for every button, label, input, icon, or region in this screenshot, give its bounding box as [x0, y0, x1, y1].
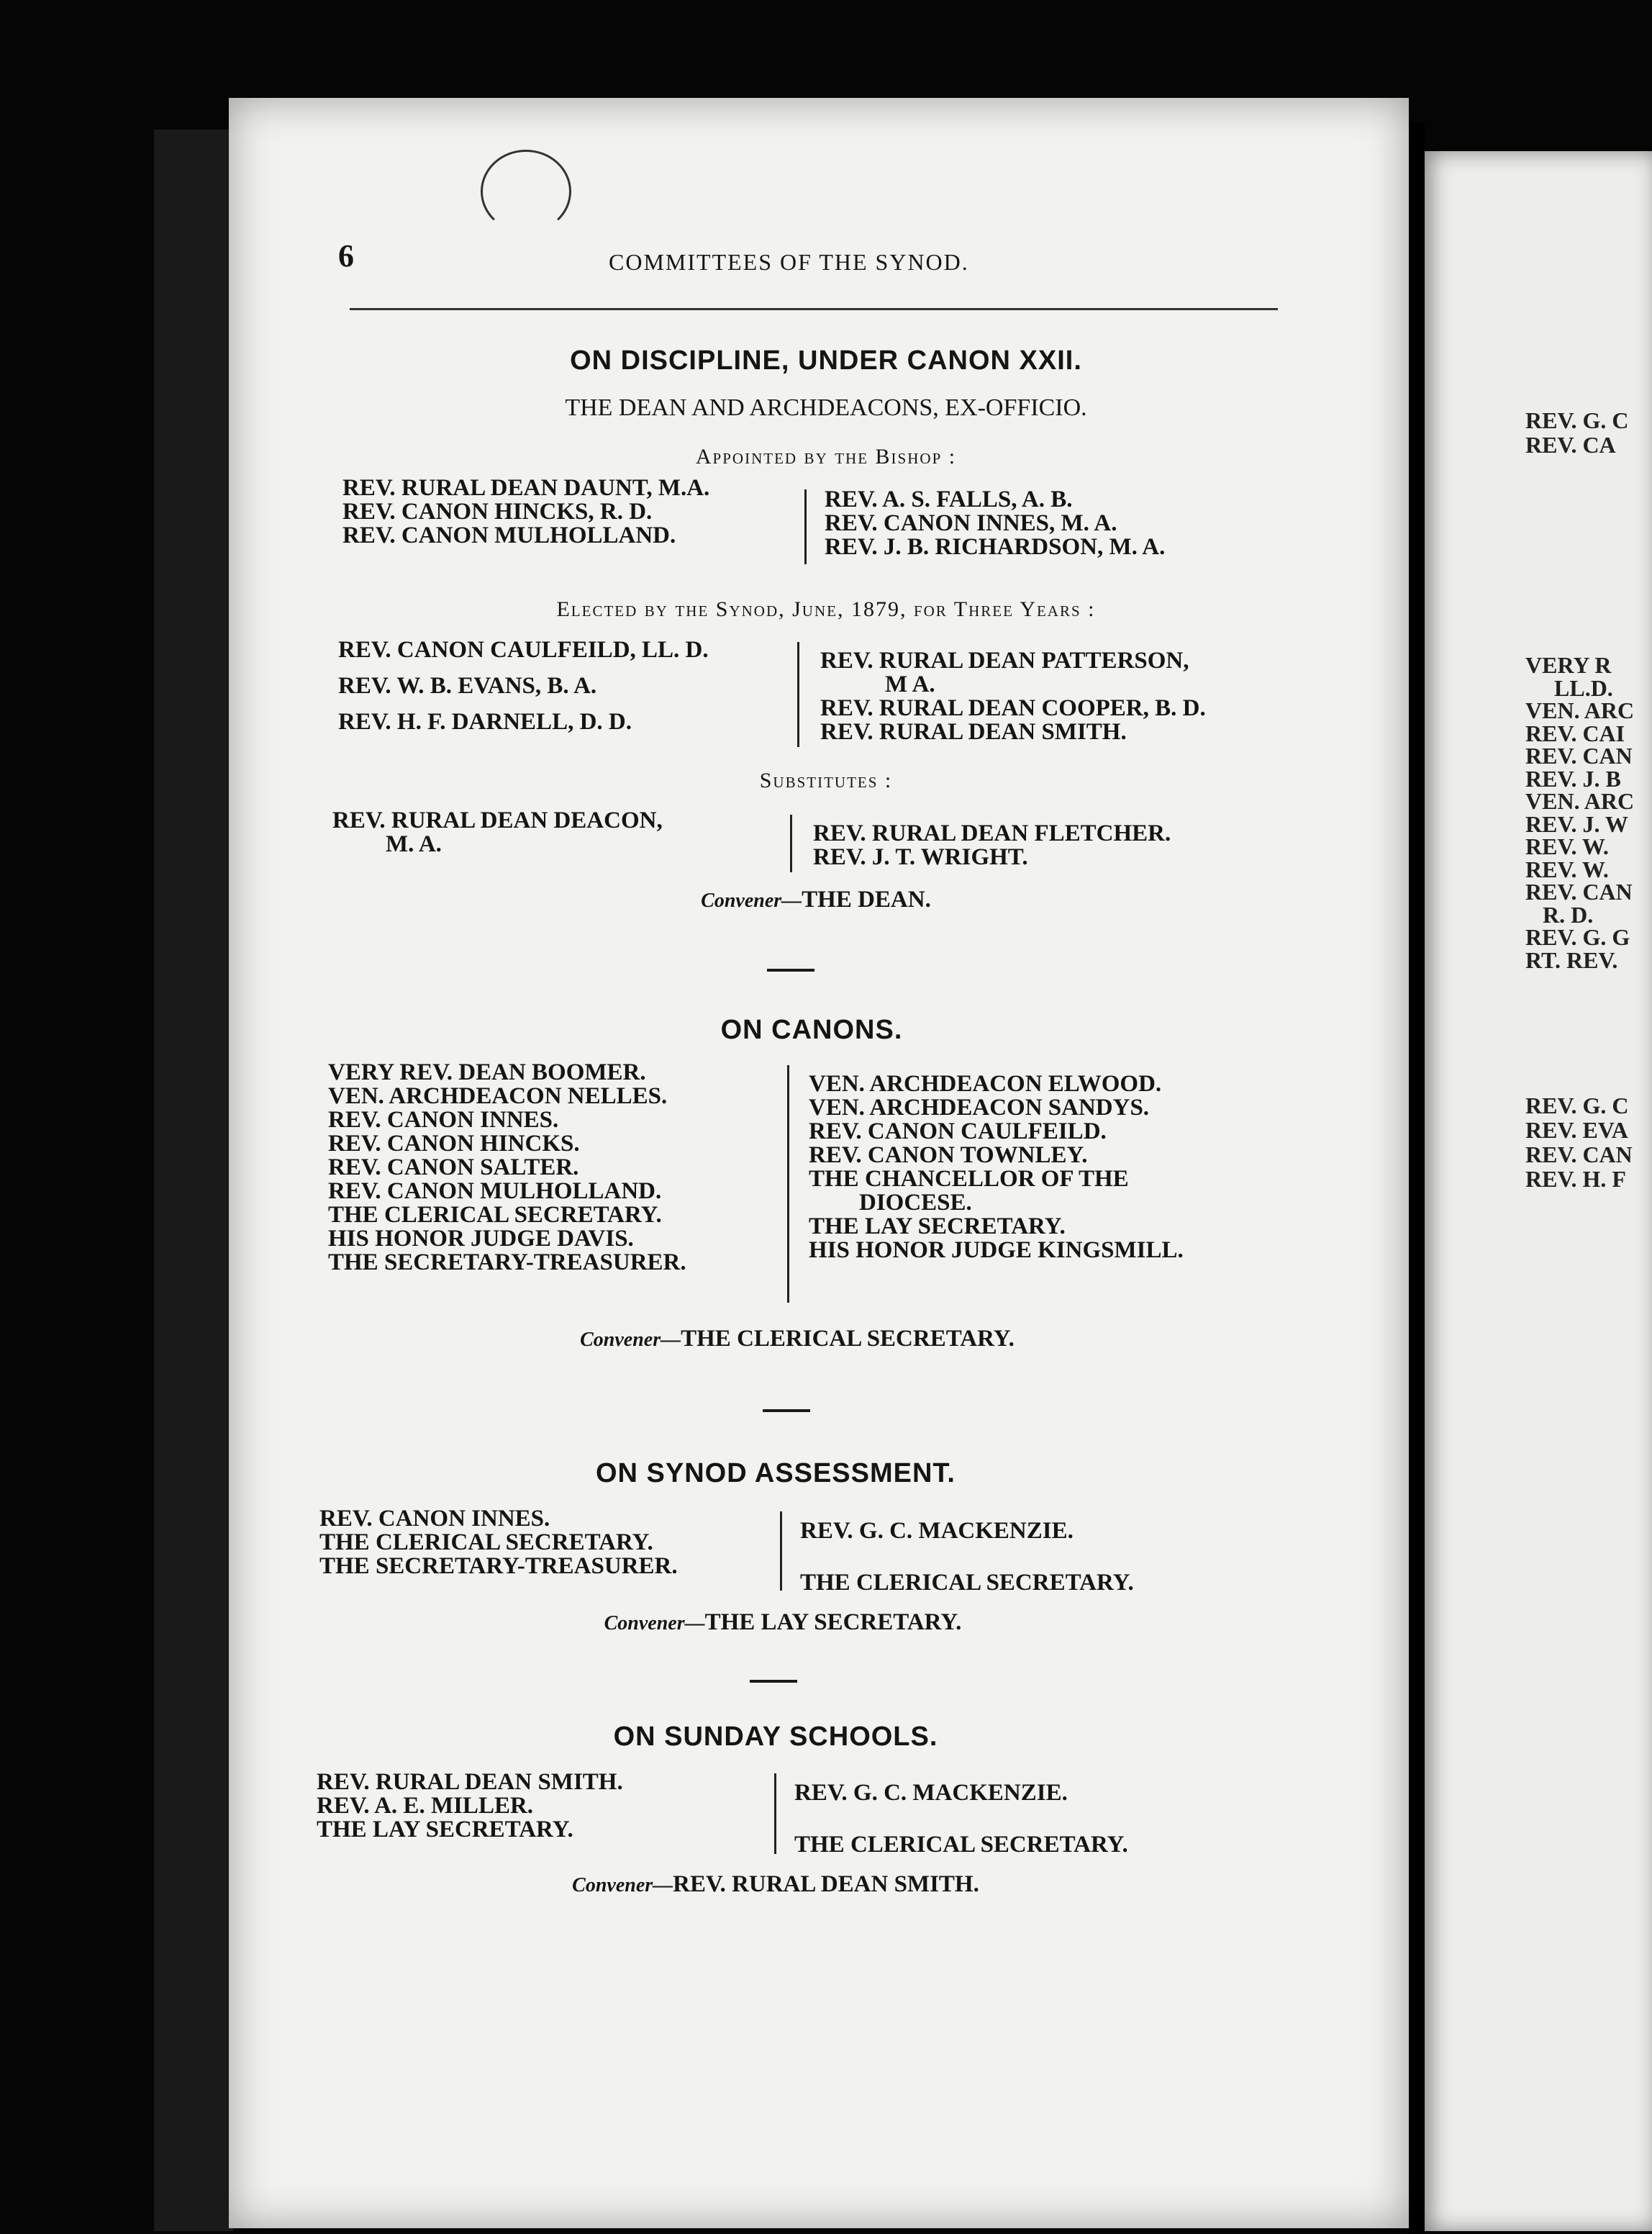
- section-title-discipline: ON DISCIPLINE, UNDER CANON XXII.: [570, 345, 1082, 376]
- substitutes-left-column: [332, 809, 663, 856]
- facing-page-line: REV. CAI: [1525, 720, 1625, 746]
- convener-canons: [0, 1326, 1623, 1352]
- member-name: REV. W. B. EVANS, B. A.: [338, 673, 597, 699]
- substitutes-right-column: [813, 822, 1171, 869]
- appointed-left-column: [342, 476, 709, 548]
- convener-label: Convener—: [604, 1612, 705, 1634]
- member-name: REV. RURAL DEAN DEACON,: [332, 808, 663, 833]
- elected-right-column: [820, 649, 1206, 744]
- facing-page-line: REV. CAN: [1525, 743, 1633, 769]
- convener-name: THE DEAN.: [802, 887, 931, 913]
- book-gutter: [1409, 122, 1425, 2234]
- member-name: THE CLERICAL SECRETARY.: [800, 1570, 1134, 1596]
- member-name: REV. RURAL DEAN COOPER, B. D.: [820, 695, 1206, 721]
- facing-page-line: VEN. ARC: [1525, 697, 1635, 723]
- facing-page-line: VEN. ARC: [1525, 788, 1635, 814]
- member-name: THE SECRETARY-TREASURER.: [328, 1249, 686, 1275]
- assessment-left-column: [319, 1507, 678, 1578]
- facing-page-line: REV. W.: [1525, 856, 1609, 882]
- facing-page-line: REV. CA: [1525, 432, 1616, 458]
- facing-page-line: VERY R: [1525, 652, 1612, 678]
- facing-page-line: REV. J. W: [1525, 810, 1628, 837]
- facing-page-line: REV. G. C: [1525, 1093, 1629, 1118]
- sunday-right-column: [794, 1775, 1128, 1863]
- convener-name: REV. RURAL DEAN SMITH.: [673, 1871, 979, 1897]
- member-name: REV. RURAL DEAN SMITH.: [820, 719, 1127, 745]
- member-name: REV. CANON INNES.: [328, 1107, 559, 1133]
- section-separator: [767, 969, 814, 972]
- member-name: REV. G. C. MACKENZIE.: [800, 1518, 1074, 1544]
- sunday-left-column: [317, 1771, 623, 1842]
- member-name: REV. CANON TOWNLEY.: [809, 1142, 1088, 1168]
- column-divider: [804, 489, 807, 564]
- elected-left-column: [338, 632, 709, 740]
- column-divider: [780, 1511, 782, 1591]
- member-name: THE CLERICAL SECRETARY.: [794, 1832, 1128, 1858]
- member-name: THE LAY SECRETARY.: [317, 1817, 573, 1842]
- facing-page-line: REV. EVA: [1525, 1117, 1628, 1143]
- section-title-sunday-schools: ON SUNDAY SCHOOLS.: [613, 1722, 938, 1752]
- pencil-mark: [481, 150, 571, 233]
- facing-page-line: REV. H. F: [1525, 1166, 1626, 1192]
- member-name: VEN. ARCHDEACON ELWOOD.: [809, 1071, 1162, 1097]
- member-name: REV. RURAL DEAN FLETCHER.: [813, 820, 1171, 846]
- member-name: THE CLERICAL SECRETARY.: [328, 1202, 662, 1228]
- member-name: M. A.: [386, 831, 442, 857]
- member-name: REV. CANON MULHOLLAND.: [328, 1178, 662, 1204]
- facing-page-line: LL.D.: [1554, 674, 1613, 701]
- facing-page-line: REV. G. C: [1525, 407, 1629, 433]
- member-name: REV. H. F. DARNELL, D. D.: [338, 709, 632, 735]
- member-name: REV. CANON INNES, M. A.: [825, 510, 1117, 536]
- column-divider: [774, 1773, 776, 1854]
- member-name: REV. CANON SALTER.: [328, 1154, 579, 1180]
- facing-page-line: REV. G. G: [1525, 924, 1630, 950]
- member-name: VEN. ARCHDEACON NELLES.: [328, 1083, 668, 1109]
- convener-name: THE CLERICAL SECRETARY.: [681, 1326, 1015, 1352]
- convener-name: THE LAY SECRETARY.: [704, 1609, 962, 1635]
- convener-discipline: [0, 887, 1642, 913]
- member-name: REV. CANON CAULFEILD.: [809, 1118, 1107, 1144]
- member-name: VEN. ARCHDEACON SANDYS.: [809, 1095, 1150, 1121]
- member-name: HIS HONOR JUDGE KINGSMILL.: [809, 1237, 1184, 1263]
- member-name: REV. CANON HINCKS.: [328, 1131, 580, 1157]
- member-name: THE CHANCELLOR OF THE: [809, 1166, 1129, 1192]
- member-name: REV. RURAL DEAN SMITH.: [317, 1769, 623, 1795]
- column-divider: [790, 815, 792, 872]
- member-name: REV. RURAL DEAN PATTERSON,: [820, 648, 1189, 674]
- facing-page-line: REV. CAN: [1525, 879, 1633, 905]
- canons-left-column: [328, 1061, 686, 1275]
- member-name: VERY REV. DEAN BOOMER.: [328, 1059, 646, 1085]
- convener-assessment: [0, 1609, 1609, 1636]
- member-name: THE SECRETARY-TREASURER.: [319, 1553, 678, 1579]
- section-separator: [763, 1409, 810, 1412]
- ex-officio-line: THE DEAN AND ARCHDEACONS, EX-OFFICIO.: [565, 394, 1087, 421]
- section-separator: [750, 1680, 797, 1683]
- member-name: THE LAY SECRETARY.: [809, 1213, 1066, 1239]
- member-name: REV. CANON HINCKS, R. D.: [342, 499, 653, 525]
- facing-page-line: REV. W.: [1525, 833, 1609, 859]
- member-name: M A.: [885, 671, 935, 697]
- member-name: REV. CANON MULHOLLAND.: [342, 523, 676, 548]
- elected-heading: Elected by the Synod, June, 1879, for Three Years :: [556, 597, 1096, 621]
- convener-label: Convener—: [580, 1329, 681, 1351]
- convener-label: Convener—: [701, 890, 802, 912]
- appointed-heading: Appointed by the Bishop :: [695, 445, 957, 469]
- column-divider: [787, 1065, 789, 1303]
- member-name: DIOCESE.: [859, 1190, 972, 1216]
- member-name: REV. CANON CAULFEILD, LL. D.: [338, 637, 709, 663]
- member-name: HIS HONOR JUDGE DAVIS.: [328, 1226, 634, 1252]
- member-name: REV. G. C. MACKENZIE.: [794, 1780, 1068, 1806]
- running-head: COMMITTEES OF THE SYNOD.: [609, 249, 969, 275]
- member-name: REV. J. B. RICHARDSON, M. A.: [825, 534, 1166, 560]
- section-title-assessment: ON SYNOD ASSESSMENT.: [595, 1458, 956, 1488]
- header-rule: [350, 308, 1278, 310]
- section-title-canons: ON CANONS.: [720, 1015, 903, 1045]
- convener-sunday-schools: [0, 1871, 1602, 1898]
- member-name: REV. A. E. MILLER.: [317, 1793, 534, 1819]
- substitutes-heading: Substitutes :: [759, 769, 893, 792]
- column-divider: [797, 642, 799, 747]
- convener-label: Convener—: [572, 1874, 673, 1896]
- facing-page-line: REV. J. B: [1525, 765, 1621, 792]
- member-name: REV. CANON INNES.: [319, 1506, 550, 1532]
- assessment-right-column: [800, 1513, 1134, 1601]
- member-name: REV. A. S. FALLS, A. B.: [825, 487, 1073, 512]
- canons-right-column: [809, 1072, 1184, 1262]
- appointed-right-column: [825, 488, 1165, 559]
- facing-page-line: REV. CAN: [1525, 1141, 1633, 1167]
- facing-page-line: R. D.: [1543, 901, 1594, 928]
- member-name: THE CLERICAL SECRETARY.: [319, 1529, 653, 1555]
- member-name: REV. RURAL DEAN DAUNT, M.A.: [342, 475, 710, 501]
- facing-page-line: RT. REV.: [1525, 946, 1618, 973]
- page-number: 6: [338, 238, 354, 273]
- member-name: REV. J. T. WRIGHT.: [813, 844, 1028, 870]
